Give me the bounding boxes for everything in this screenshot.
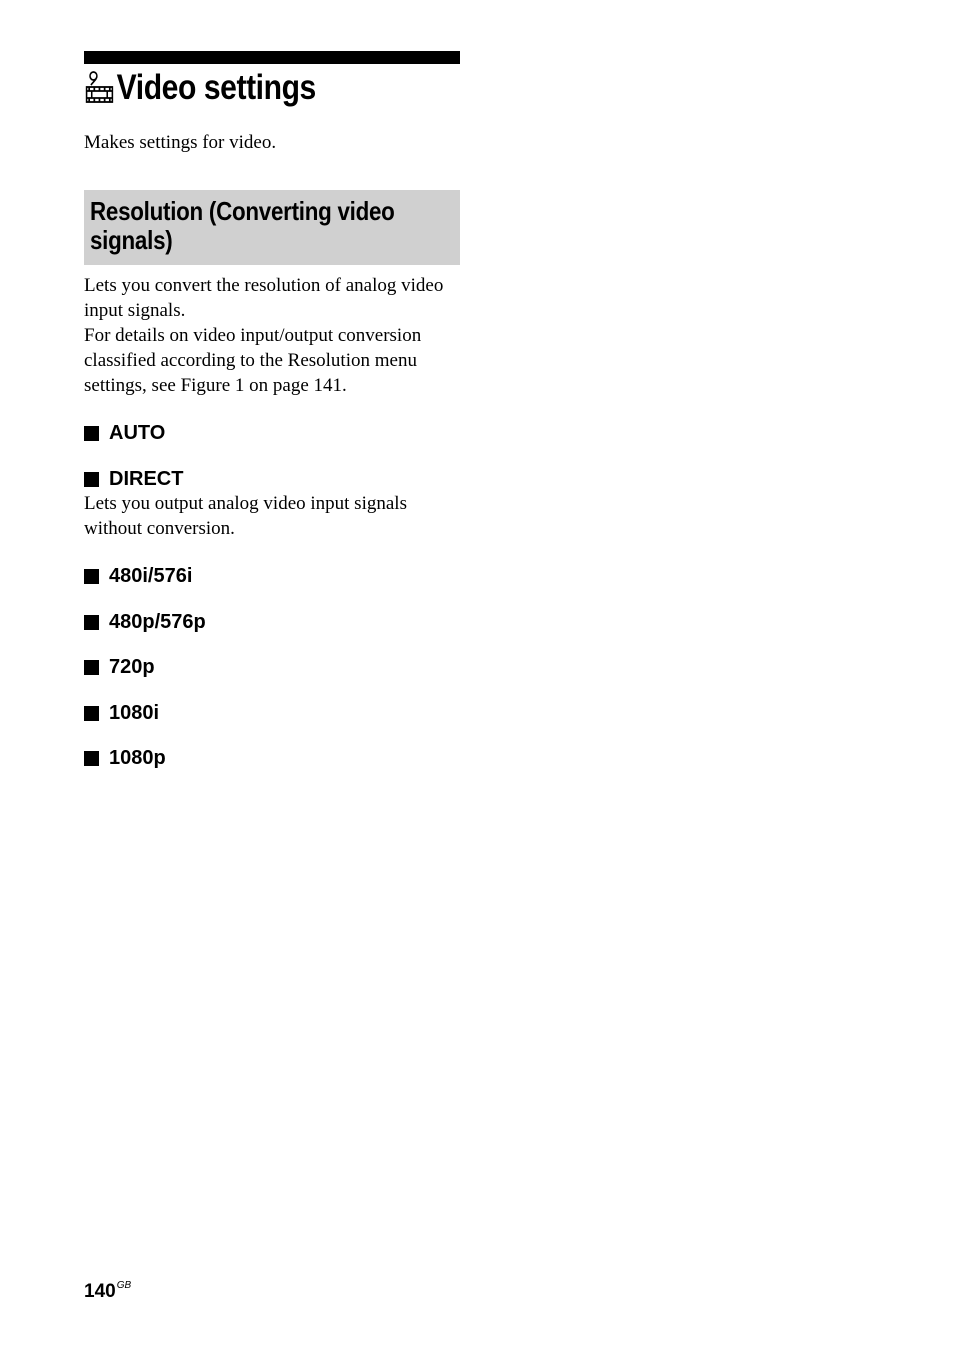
page-number-suffix: GB [116, 1280, 132, 1291]
page-number-value: 140 [84, 1281, 116, 1302]
option-480i-576i [84, 563, 192, 589]
intro-text: Makes settings for video. [84, 132, 277, 153]
page-title-text: Video settings [116, 68, 316, 107]
page-number [84, 1280, 131, 1303]
description-line: Lets you convert the resolution of analog video [84, 275, 444, 296]
option-1080p [84, 745, 166, 771]
option-direct-description [84, 491, 464, 541]
option-label: 480p/576p [109, 610, 206, 633]
option-label: DIRECT [109, 467, 184, 490]
title-rule [84, 51, 460, 64]
square-bullet-icon [84, 569, 99, 584]
section-heading-line: Resolution (Converting video [90, 196, 395, 226]
square-bullet-icon [84, 751, 99, 766]
film-clapper-icon [84, 70, 115, 106]
page-title [84, 66, 316, 110]
square-bullet-icon [84, 615, 99, 630]
section-heading [90, 197, 451, 255]
option-label: 480i/576i [109, 564, 193, 587]
option-1080i [84, 700, 159, 726]
square-bullet-icon [84, 472, 99, 487]
option-label: 1080i [109, 701, 160, 724]
square-bullet-icon [84, 660, 99, 675]
description-line: input signals. [84, 300, 186, 321]
square-bullet-icon [84, 706, 99, 721]
square-bullet-icon [84, 426, 99, 441]
option-720p [84, 654, 155, 680]
option-label: 720p [109, 655, 155, 678]
option-label: AUTO [109, 421, 166, 444]
option-auto [84, 420, 165, 446]
option-480p-576p [84, 609, 206, 635]
description-line: For details on video input/output conversion [84, 325, 422, 346]
section-description [84, 273, 464, 398]
description-line: without conversion. [84, 518, 235, 539]
description-line: settings, see Figure 1 on page 141. [84, 375, 347, 396]
description-line: Lets you output analog video input signals [84, 493, 407, 514]
section-heading-line: signals) [90, 225, 173, 255]
option-direct [84, 466, 183, 492]
option-label: 1080p [109, 746, 166, 769]
description-line: classified according to the Resolution menu [84, 350, 417, 371]
